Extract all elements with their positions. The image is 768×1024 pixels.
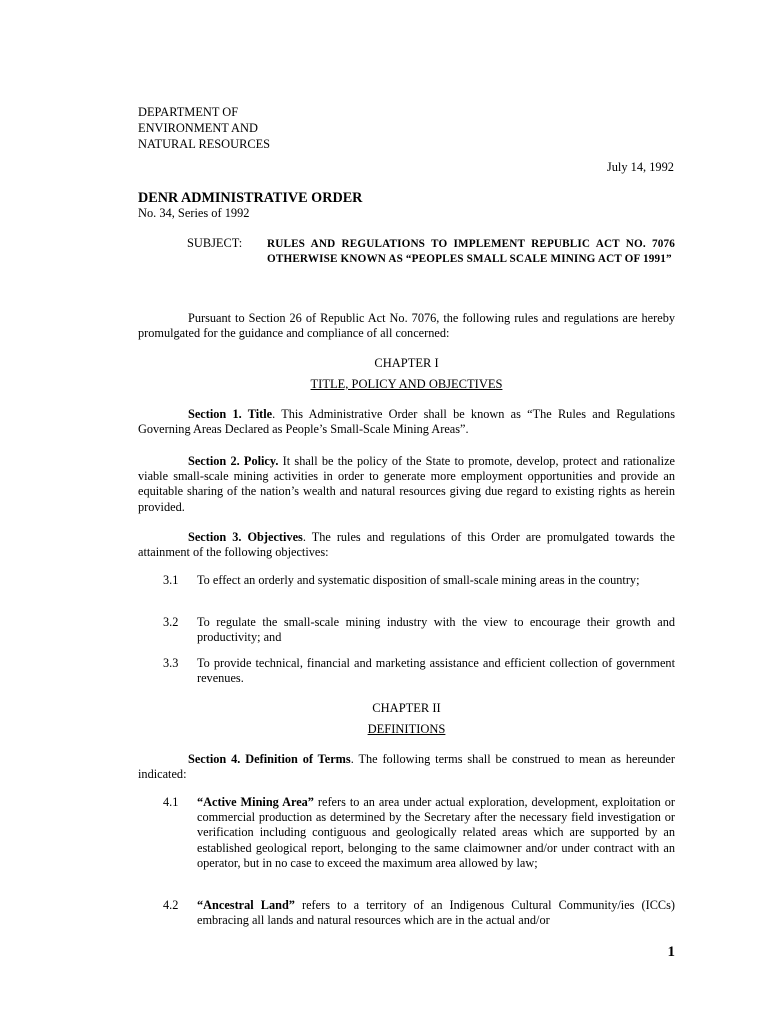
section-4-text: . The following terms shall be construed to mean as hereunder indicated: — [138, 752, 675, 782]
department-header — [138, 104, 270, 152]
section-2-paragraph — [138, 454, 675, 515]
objective-3-2-text: To regulate the small-scale mining industry with the view to encourage their growth and productivity; and — [197, 615, 675, 645]
definition-4-2-number: 4.2 — [163, 898, 179, 912]
page-number: 1 — [667, 944, 675, 960]
objective-3-3-text: To provide technical, financial and marketing assistance and efficient collection of government revenues. — [197, 656, 675, 686]
section-1-text: . This Administrative Order shall be known as “The Rules and Regulations Governing Areas Declared as People’s Small-Scale Mining Areas”. — [138, 407, 675, 437]
section-3-heading: Section 3. Objectives — [188, 530, 303, 544]
section-1-paragraph — [138, 407, 675, 437]
document-date: July 14, 1992 — [606, 160, 674, 174]
section-2-text: It shall be the policy of the State to promote, develop, protect and rationalize viable small-scale mining activities in order to generate more employment opportunities and provide an equitable sharing of the nation’s wealth and natural resources giving due regard to existing rights as herein provided. — [138, 454, 675, 514]
chapter-1-label: CHAPTER I — [374, 356, 439, 370]
section-3-text: . The rules and regulations of this Order are promulgated towards the attainment of the following objectives: — [138, 530, 676, 560]
order-title: DENR ADMINISTRATIVE ORDER — [138, 190, 363, 206]
order-number: No. 34, Series of 1992 — [138, 206, 250, 220]
objective-3-3-number: 3.3 — [163, 656, 179, 670]
objective-3-2-number: 3.2 — [163, 615, 179, 629]
department-line-3: NATURAL RESOURCES — [138, 137, 271, 151]
preamble-paragraph: Pursuant to Section 26 of Republic Act No. 7076, the following rules and regulations are hereby promulgated for the guidance and compliance of all concerned: — [138, 311, 675, 341]
chapter-1-title: TITLE, POLICY AND OBJECTIVES — [310, 377, 503, 391]
section-2-heading: Section 2. Policy. — [188, 454, 279, 468]
department-line-2: ENVIRONMENT AND — [138, 121, 258, 135]
subject-label: SUBJECT: — [187, 236, 243, 250]
definition-4-1-text — [197, 795, 675, 871]
chapter-2-title: DEFINITIONS — [367, 722, 446, 736]
objective-3-1-text: To effect an orderly and systematic disposition of small-scale mining areas in the country; — [197, 573, 640, 587]
subject-text: RULES AND REGULATIONS TO IMPLEMENT REPUBLIC ACT NO. 7076 OTHERWISE KNOWN AS “PEOPLES SMALL SCALE MINING ACT OF 1991” — [267, 238, 675, 266]
definition-4-1-body: refers to an area under actual exploration, development, exploitation or commercial production as determined by the Secretary after the necessary field investigation or verification including contiguous and geologically related areas which are supported by an established geological report, belonging to the same claimowner and/or under contract with an operator, but in no case to exceed the maximum area allowed by law; — [197, 795, 675, 870]
section-4-paragraph — [138, 752, 675, 782]
objective-3-1-number: 3.1 — [163, 573, 179, 587]
definition-4-1-number: 4.1 — [163, 795, 179, 809]
section-3-paragraph — [138, 530, 675, 560]
section-4-heading: Section 4. Definition of Terms — [188, 752, 351, 766]
chapter-2-label: CHAPTER II — [372, 701, 441, 715]
department-line-1: DEPARTMENT OF — [138, 105, 239, 119]
definition-4-2-body: refers to a territory of an Indigenous Cultural Community/ies (ICCs) embracing all lands and natural resources which are in the actual and/or — [197, 898, 675, 928]
definition-4-2-text — [197, 898, 675, 928]
section-1-heading: Section 1. Title — [188, 407, 273, 421]
definition-4-2-term: “Ancestral Land” — [197, 898, 295, 912]
definition-4-1-term: “Active Mining Area” — [197, 795, 314, 809]
